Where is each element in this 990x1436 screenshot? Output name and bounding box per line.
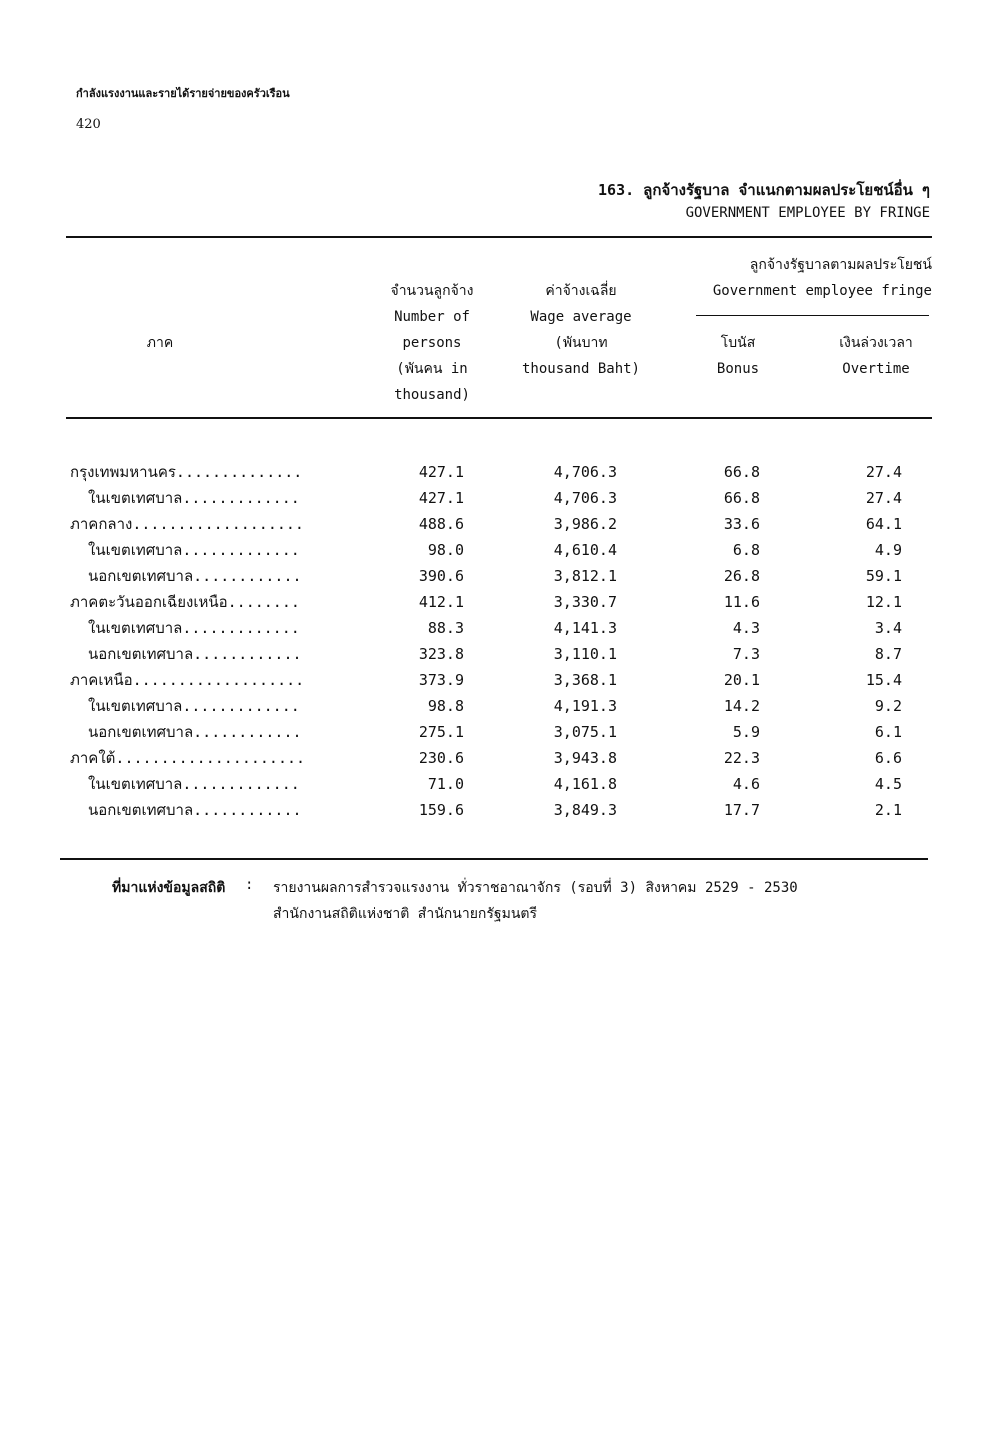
table-row — [0, 485, 990, 511]
cell-wage: 3,943.8 — [553, 749, 617, 767]
cell-overtime: 8.7 — [874, 645, 902, 663]
table-row — [0, 563, 990, 589]
row-label: ในเขตเทศบาล............. — [88, 619, 300, 637]
table-row — [0, 641, 990, 667]
cell-persons: 373.9 — [418, 671, 464, 689]
header-fringe-group-english: Government employee fringe — [712, 283, 932, 299]
cell-persons: 427.1 — [418, 463, 464, 481]
header-wage-unit-english: thousand Baht) — [521, 361, 640, 377]
cell-wage: 3,849.3 — [553, 801, 617, 819]
source-label: ที่มาแห่งข้อมูลสถิติ — [112, 880, 226, 896]
cell-wage: 4,191.3 — [553, 697, 617, 715]
header-persons-persons: persons — [402, 335, 462, 351]
table-row — [0, 589, 990, 615]
cell-persons: 88.3 — [427, 619, 464, 637]
row-label: ภาคกลาง................... — [70, 515, 304, 533]
header-wage-thai: ค่าจ้างเฉลี่ย — [545, 283, 617, 299]
running-head: กำลังแรงงานและรายได้รายจ่ายของครัวเรือน — [76, 87, 290, 100]
cell-bonus: 22.3 — [723, 749, 760, 767]
cell-overtime: 9.2 — [874, 697, 902, 715]
cell-overtime: 4.9 — [874, 541, 902, 559]
row-label: ในเขตเทศบาล............. — [88, 489, 300, 507]
cell-overtime: 27.4 — [865, 463, 902, 481]
table-title-thai: 163. ลูกจ้างรัฐบาล จำแนกตามผลประโยชน์อื่น ๆ — [598, 181, 930, 199]
cell-persons: 427.1 — [418, 489, 464, 507]
cell-wage: 4,706.3 — [553, 463, 617, 481]
cell-bonus: 7.3 — [732, 645, 760, 663]
row-label: ในเขตเทศบาล............. — [88, 697, 300, 715]
source-colon: : — [245, 877, 254, 893]
top-rule — [66, 236, 932, 238]
cell-bonus: 5.9 — [732, 723, 760, 741]
cell-overtime: 12.1 — [865, 593, 902, 611]
header-region: ภาค — [146, 335, 174, 351]
page-number: 420 — [76, 117, 101, 132]
table-row — [0, 667, 990, 693]
source-line-2: สำนักงานสถิติแห่งชาติ สำนักนายกรัฐมนตรี — [273, 906, 538, 922]
row-label: กรุงเทพมหานคร.............. — [70, 463, 303, 481]
cell-persons: 230.6 — [418, 749, 464, 767]
row-label: ในเขตเทศบาล............. — [88, 775, 300, 793]
row-label: ในเขตเทศบาล............. — [88, 541, 300, 559]
cell-bonus: 4.6 — [732, 775, 760, 793]
cell-overtime: 64.1 — [865, 515, 902, 533]
header-overtime-english: Overtime — [842, 361, 910, 377]
cell-bonus: 33.6 — [723, 515, 760, 533]
header-bottom-rule — [66, 417, 932, 419]
cell-overtime: 6.1 — [874, 723, 902, 741]
cell-bonus: 4.3 — [732, 619, 760, 637]
cell-persons: 71.0 — [427, 775, 464, 793]
header-bonus-thai: โบนัส — [720, 335, 756, 351]
header-persons-number-of: Number of — [394, 309, 470, 325]
table-row — [0, 693, 990, 719]
table-title-english: GOVERNMENT EMPLOYEE BY FRINGE — [685, 205, 930, 221]
cell-bonus: 20.1 — [723, 671, 760, 689]
cell-bonus: 26.8 — [723, 567, 760, 585]
table-row — [0, 615, 990, 641]
table-row — [0, 719, 990, 745]
cell-bonus: 6.8 — [732, 541, 760, 559]
row-label: นอกเขตเทศบาล............ — [88, 567, 302, 585]
header-fringe-group-thai: ลูกจ้างรัฐบาลตามผลประโยชน์ — [749, 257, 932, 273]
cell-persons: 323.8 — [418, 645, 464, 663]
header-wage-unit-thai: (พันบาท — [554, 335, 608, 351]
cell-wage: 3,368.1 — [553, 671, 617, 689]
cell-bonus: 66.8 — [723, 489, 760, 507]
source-line-1: รายงานผลการสำรวจแรงงาน ทั่วราชอาณาจักร (รอบที่ 3) สิงหาคม 2529 - 2530 — [273, 880, 798, 896]
row-label: ภาคตะวันออกเฉียงเหนือ........ — [70, 593, 300, 611]
cell-wage: 4,161.8 — [553, 775, 617, 793]
header-overtime-thai: เงินล่วงเวลา — [839, 335, 913, 351]
cell-overtime: 59.1 — [865, 567, 902, 585]
cell-bonus: 14.2 — [723, 697, 760, 715]
cell-persons: 488.6 — [418, 515, 464, 533]
header-persons-unit: (พันคน in — [396, 361, 468, 377]
cell-persons: 98.8 — [427, 697, 464, 715]
cell-persons: 275.1 — [418, 723, 464, 741]
cell-overtime: 6.6 — [874, 749, 902, 767]
cell-wage: 3,812.1 — [553, 567, 617, 585]
cell-bonus: 17.7 — [723, 801, 760, 819]
cell-persons: 412.1 — [418, 593, 464, 611]
cell-overtime: 3.4 — [874, 619, 902, 637]
header-wage-english: Wage average — [530, 309, 632, 325]
row-label: ภาคเหนือ................... — [70, 671, 305, 689]
row-label: นอกเขตเทศบาล............ — [88, 723, 302, 741]
fringe-group-rule — [696, 315, 929, 316]
bottom-rule — [60, 858, 928, 860]
cell-overtime: 4.5 — [874, 775, 902, 793]
row-label: นอกเขตเทศบาล............ — [88, 801, 302, 819]
cell-persons: 390.6 — [418, 567, 464, 585]
cell-wage: 3,986.2 — [553, 515, 617, 533]
cell-wage: 3,330.7 — [553, 593, 617, 611]
cell-overtime: 2.1 — [874, 801, 902, 819]
cell-persons: 98.0 — [427, 541, 464, 559]
cell-persons: 159.6 — [418, 801, 464, 819]
cell-bonus: 66.8 — [723, 463, 760, 481]
cell-wage: 4,706.3 — [553, 489, 617, 507]
header-persons-thousand: thousand) — [394, 387, 470, 403]
header-bonus-english: Bonus — [716, 361, 760, 377]
row-label: นอกเขตเทศบาล............ — [88, 645, 302, 663]
cell-wage: 3,075.1 — [553, 723, 617, 741]
cell-wage: 4,141.3 — [553, 619, 617, 637]
table-row — [0, 745, 990, 771]
header-persons-thai: จำนวนลูกจ้าง — [390, 283, 474, 299]
cell-overtime: 27.4 — [865, 489, 902, 507]
cell-overtime: 15.4 — [865, 671, 902, 689]
cell-wage: 4,610.4 — [553, 541, 617, 559]
cell-wage: 3,110.1 — [553, 645, 617, 663]
table-row — [0, 537, 990, 563]
cell-bonus: 11.6 — [723, 593, 760, 611]
table-row — [0, 797, 990, 823]
row-label: ภาคใต้..................... — [70, 749, 306, 767]
table-row — [0, 771, 990, 797]
table-row — [0, 459, 990, 485]
table-row — [0, 511, 990, 537]
